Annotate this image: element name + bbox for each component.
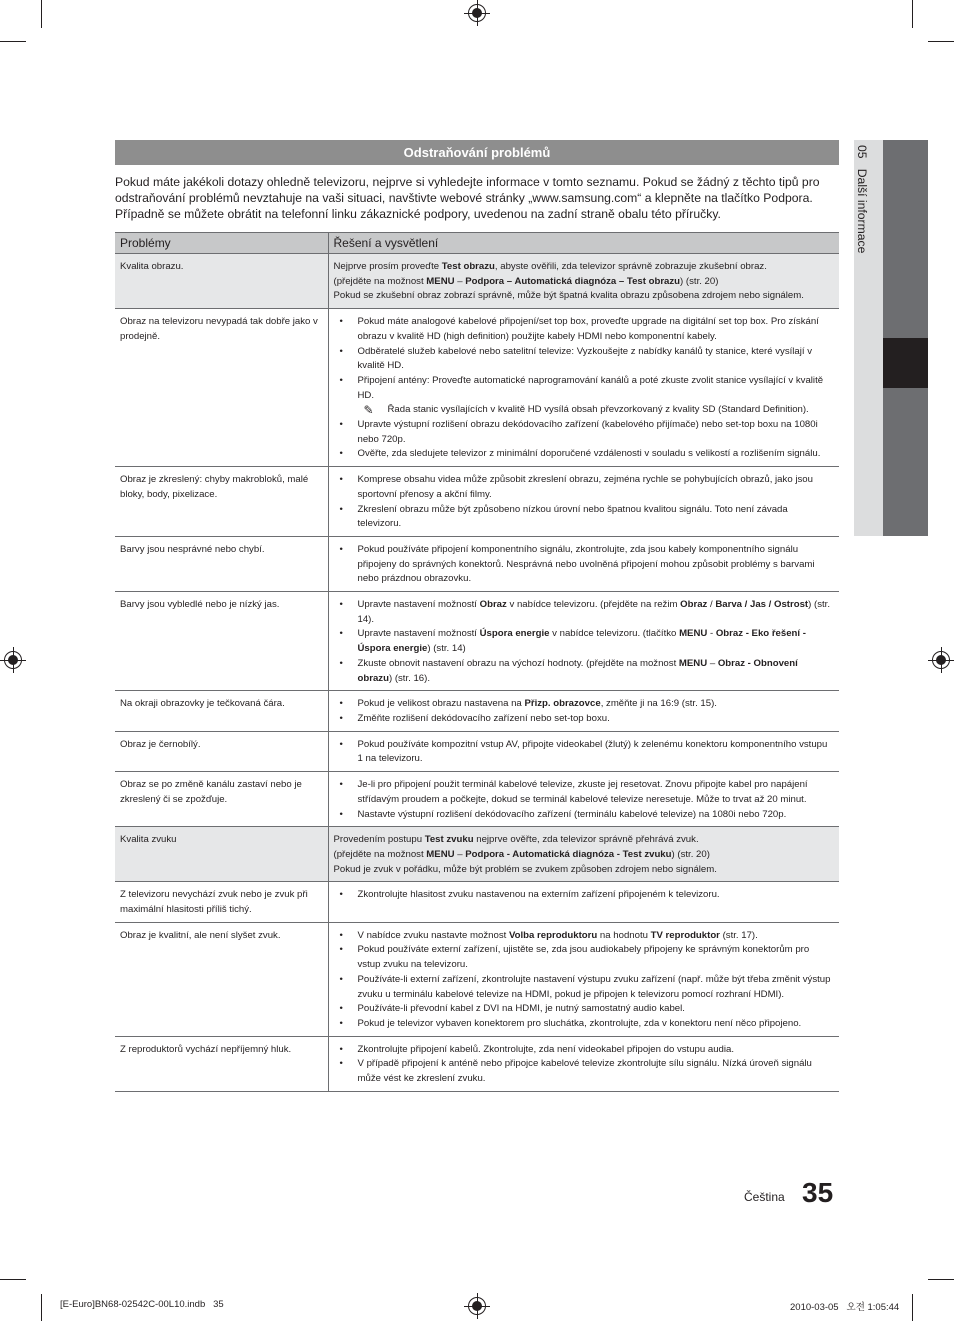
list-item: • Změňte rozlišení dekódovacího zařízení nebo set-top boxu. (334, 712, 835, 727)
registration-mark-icon (932, 651, 950, 669)
crop-mark (912, 1294, 913, 1321)
troubleshooting-table (115, 232, 839, 1092)
solution-cell (328, 536, 839, 591)
registration-mark-icon (468, 1297, 486, 1315)
page-number: 35 (802, 1177, 834, 1208)
print-footer-date: 2010-03-05 오전 1:05:44 (790, 1302, 900, 1313)
problem-cell: Obraz je kvalitní, ale není slyšet zvuk. (115, 922, 328, 1036)
list-item: • Upravte nastavení možností Úspora energie v nabídce televizoru. (tlačítko MENU - Obraz - Eko řešení - Úspora energie) (str. 14) (334, 627, 835, 656)
page-language: Čeština (744, 1190, 785, 1204)
crop-mark (41, 0, 42, 28)
list-item: • Připojení antény: Proveďte automatické naprogramování kanálů a poté zkuste zvolit stanice vysílající v kvalitě HD. (334, 374, 835, 403)
list-item: • Používáte-li externí zařízení, zkontrolujte nastavení výstupu zvuku zařízení (např. může být třeba změnit výstup zvuku u terminálu kabelové televize na HDMI, pokud je připojen k televizoru pomocí rozhraní HDMI). (334, 973, 835, 1002)
crop-mark (41, 1294, 42, 1321)
problem-cell: Z reproduktorů vychází nepříjemný hluk. (115, 1036, 328, 1091)
crop-mark (0, 1279, 26, 1280)
list-item: • Nastavte výstupní rozlišení dekódovacího zařízení (terminálu kabelové televize) na 1080i nebo 720p. (334, 808, 835, 823)
list-item: • Zkontrolujte hlasitost zvuku nastavenou na externím zařízení připojeném k televizoru. (334, 888, 835, 903)
list-item: • Odběratelé služeb kabelové nebo satelitní televize: Vyzkoušejte z nabídky kanálů ty stanice, které vysílají v kvalitě HD. (334, 345, 835, 374)
problem-cell: Z televizoru nevychází zvuk nebo je zvuk při maximální hlasitosti příliš tichý. (115, 882, 328, 922)
table-body (115, 254, 839, 1092)
table-header-row (115, 233, 839, 254)
side-bar-active (883, 338, 928, 388)
list-item: • Komprese obsahu videa může způsobit zkreslení obrazu, zejména rychle se pohybujících obrazů, jako jsou sportovní přenosy a akční filmy. (334, 473, 835, 502)
table-row (115, 882, 839, 922)
list-item: • Je-li pro připojení použit terminál kabelové televize, zkuste jej resetovat. Znovu připojte kabel pro napájení střídavým proudem a počkejte, dokud se terminál kabelové televize neresetuje. Může to trvat až 20 minut. (334, 778, 835, 807)
solution-cell (328, 922, 839, 1036)
table-row (115, 772, 839, 827)
problem-cell: Na okraji obrazovky je tečkovaná čára. (115, 691, 328, 731)
side-tab-number: 05 (855, 145, 869, 159)
side-tab-title: Další informace (855, 168, 869, 254)
list-item: • Zkreslení obrazu může být způsobeno nízkou úrovní nebo špatnou kvalitou signálu. Toto není závada televizoru. (334, 503, 835, 532)
section-title: Odstraňování problémů (115, 140, 839, 165)
column-header-problems: Problémy (115, 233, 328, 254)
list-item: • Pokud je velikost obrazu nastavena na Přizp. obrazovce, změňte ji na 16:9 (str. 15). (334, 697, 835, 712)
list-item: • V nabídce zvuku nastavte možnost Volba reproduktoru na hodnotu TV reproduktor (str. 17). (334, 929, 835, 944)
problem-cell: Obraz se po změně kanálu zastaví nebo je zkreslený či se zpožďuje. (115, 772, 328, 827)
problem-cell: Barvy jsou nesprávné nebo chybí. (115, 536, 328, 591)
table-row (115, 827, 839, 882)
list-item: • Pokud používáte kompozitní vstup AV, připojte videokabel (žlutý) k zelenému konektoru komponentního vstupu 1 na televizoru. (334, 738, 835, 767)
problem-cell: Kvalita obrazu. (115, 254, 328, 309)
intro-paragraph: Pokud máte jakékoli dotazy ohledně televizoru, nejprve si vyhledejte informace v tomto seznamu. Pokud se žádný z těchto tipů pro odstraňování problémů nevztahuje na vaši situaci, navštivte webové stránky „www.samsung.com“ a klepněte na tlačítko Podpora. Případně se můžete obrátit na telefonní linku zákaznické podpory, uvedenou na zadní straně obalu této příručky. (115, 175, 820, 221)
solution-cell (328, 882, 839, 922)
solution-cell (328, 592, 839, 691)
table-row (115, 922, 839, 1036)
list-item: • Upravte výstupní rozlišení obrazu dekódovacího zařízení (kabelového přijímače) nebo set-top boxu na 1080i nebo 720p. (334, 418, 835, 447)
solution-cell (328, 309, 839, 467)
problem-cell: Barvy jsou vybledlé nebo je nízký jas. (115, 592, 328, 691)
table-row (115, 691, 839, 731)
table-row (115, 731, 839, 771)
list-item: • Zkontrolujte připojení kabelů. Zkontrolujte, zda není videokabel připojen do vstupu audia. (334, 1043, 835, 1058)
list-item: • Ověřte, zda sledujete televizor z minimální doporučené vzdálenosti v souladu s velikostí a rozlišením signálu. (334, 447, 835, 462)
note-item: ✎ Řada stanic vysílajících v kvalitě HD vysílá obsah převzorkovaný z kvality SD (Standard Definition). (334, 403, 835, 418)
table-row (115, 309, 839, 467)
list-item: • Používáte-li převodní kabel z DVI na HDMI, je nutný samostatný audio kabel. (334, 1002, 835, 1017)
table-row (115, 1036, 839, 1091)
solution-cell (328, 691, 839, 731)
solution-cell (328, 1036, 839, 1091)
side-tab-label (855, 145, 869, 253)
registration-mark-icon (4, 651, 22, 669)
list-item: • Pokud máte analogové kabelové připojení/set top box, proveďte upgrade na digitální set top box. Pro získání obrazu v kvalitě HD (high definition) použijte kabely HDMI nebo komponentní kabely. (334, 315, 835, 344)
list-item: • Pokud používáte externí zařízení, ujistěte se, zda jsou audiokabely připojeny ke správným konektorům pro vstup zvuku na televizoru. (334, 943, 835, 972)
problem-cell: Obraz na televizoru nevypadá tak dobře jako v prodejně. (115, 309, 328, 467)
crop-mark (928, 41, 954, 42)
side-bar (883, 388, 928, 536)
column-header-solutions: Řešení a vysvětlení (328, 233, 839, 254)
table-row (115, 467, 839, 537)
list-item: • Upravte nastavení možností Obraz v nabídce televizoru. (přejděte na režim Obraz / Barva / Jas / Ostrost) (str. 14). (334, 598, 835, 627)
side-bar (883, 140, 928, 338)
list-item: • Pokud používáte připojení komponentního signálu, zkontrolujte, zda jsou kabely komponentního signálu připojeny do správných konektorů. Nesprávná nebo uvolněná připojení mohou způsobit problémy s barvami nebo prázdnou obrazovku. (334, 543, 835, 587)
solution-cell (328, 467, 839, 537)
table-row (115, 254, 839, 309)
problem-cell: Obraz je zkreslený: chyby makrobloků, malé bloky, body, pixelizace. (115, 467, 328, 537)
table-row (115, 536, 839, 591)
crop-mark (0, 41, 26, 42)
solution-cell: Nejprve prosím proveďte Test obrazu, abyste ověřili, zda televizor správně zobrazuje zkušební obraz. (přejděte na možnost MENU – Podpora – Automatická diagnóza – Test obrazu) (str. 20) Pokud se zkušební obraz zobrazí správně, může být špatná kvalita obrazu způsobena zdrojem nebo signálem. (328, 254, 839, 309)
table-row (115, 592, 839, 691)
list-item: • Zkuste obnovit nastavení obrazu na výchozí hodnoty. (přejděte na možnost MENU – Obraz - Obnovení obrazu) (str. 16). (334, 657, 835, 686)
solution-cell: Provedením postupu Test zvuku nejprve ověřte, zda televizor správně přehrává zvuk. (přejděte na možnost MENU – Podpora - Automatická diagnóza - Test zvuku) (str. 20) Pokud je zvuk v pořádku, může být problém se zvukem způsoben zdrojem nebo signálem. (328, 827, 839, 882)
crop-mark (928, 1279, 954, 1280)
solution-cell (328, 731, 839, 771)
list-item: • V případě připojení k anténě nebo připojce kabelové televize zkontrolujte sílu signálu. Nízká úroveň signálu může vést ke zkreslení zvuku. (334, 1057, 835, 1086)
crop-mark (912, 0, 913, 28)
problem-cell: Obraz je černobílý. (115, 731, 328, 771)
list-item: • Pokud je televizor vybaven konektorem pro sluchátka, zkontrolujte, zda v konektoru není něco připojeno. (334, 1017, 835, 1032)
print-footer-file: [E-Euro]BN68-02542C-00L10.indb 35 (60, 1299, 224, 1310)
problem-cell: Kvalita zvuku (115, 827, 328, 882)
solution-cell (328, 772, 839, 827)
registration-mark-icon (468, 4, 486, 22)
